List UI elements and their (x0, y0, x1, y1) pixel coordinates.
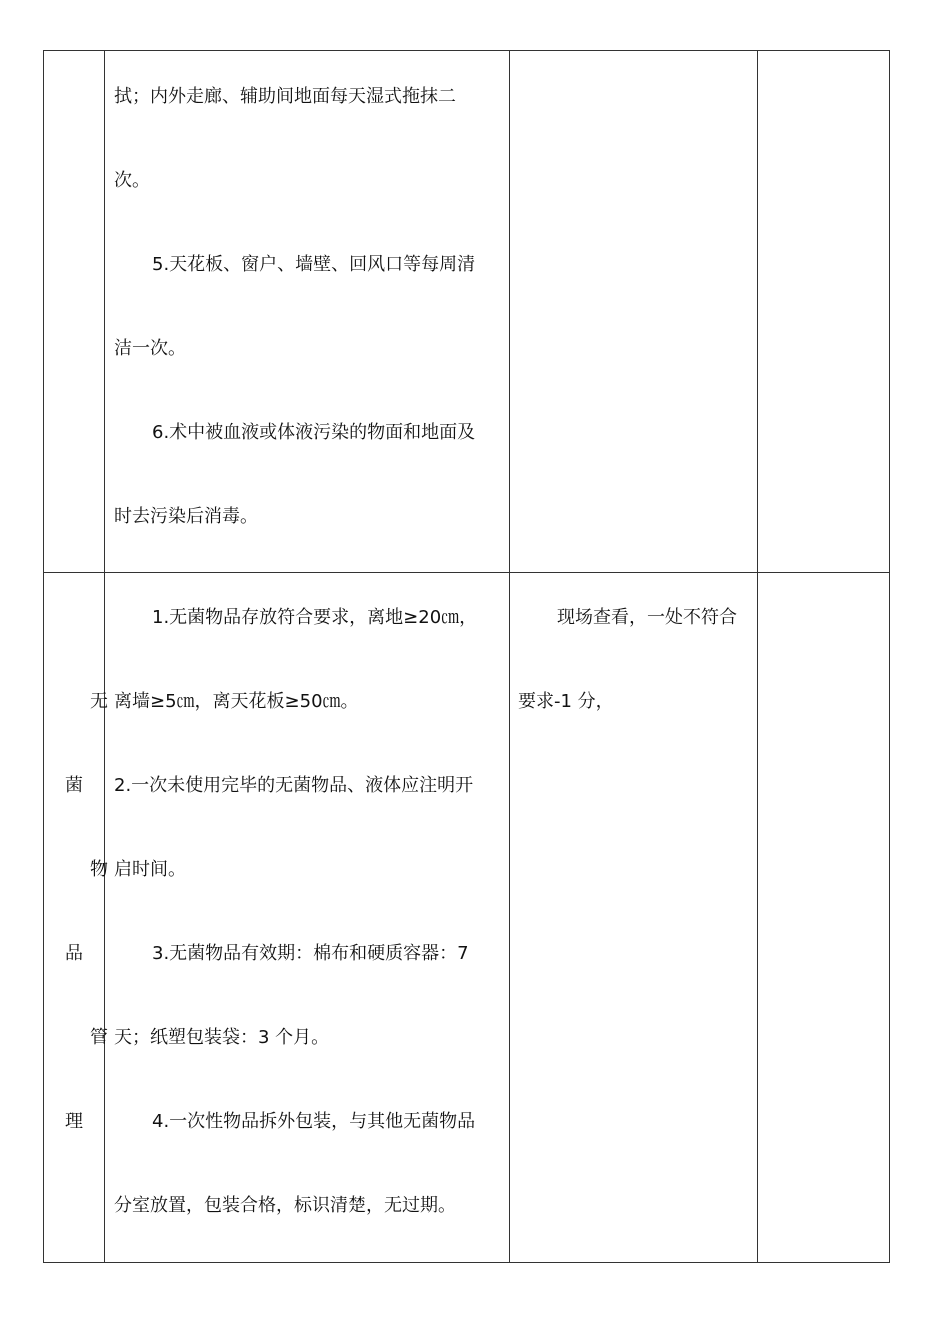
content-line: 时去污染后消毒。 (114, 506, 258, 527)
content-line: 拭；内外走廊、辅助间地面每天湿式拖抹二 (114, 86, 456, 107)
content-line: 次。 (114, 170, 150, 191)
category-char: 物 (90, 859, 108, 880)
row-divider (43, 572, 890, 573)
column-divider-content (509, 50, 510, 1263)
category-char: 管 (90, 1027, 108, 1048)
content-line: 洁一次。 (114, 338, 186, 359)
category-char: 品 (65, 943, 83, 964)
category-char: 菌 (65, 775, 83, 796)
table-right-border (889, 50, 890, 1263)
category-char: 无 (90, 691, 108, 712)
content-line: 启时间。 (114, 859, 186, 880)
content-line: 6.术中被血液或体液污染的物面和地面及 (152, 422, 476, 443)
content-line: 3.无菌物品有效期：棉布和硬质容器：7 (152, 943, 469, 964)
table-bottom-border (43, 1262, 890, 1263)
table-top-border (43, 50, 890, 51)
table-left-border (43, 50, 44, 1263)
column-divider-category (104, 50, 105, 1263)
content-line: 离墙≥5㎝，离天花板≥50㎝。 (114, 691, 359, 712)
content-line: 分室放置，包装合格，标识清楚，无过期。 (114, 1195, 456, 1216)
category-char: 理 (65, 1111, 83, 1132)
method-line: 现场查看，一处不符合 (557, 607, 737, 628)
content-line: 1.无菌物品存放符合要求，离地≥20㎝， (152, 607, 478, 628)
content-line: 5.天花板、窗户、墙壁、回风口等每周清 (152, 254, 476, 275)
method-line: 要求-1 分， (518, 691, 614, 712)
content-line: 天；纸塑包装袋：3 个月。 (114, 1027, 330, 1048)
content-line: 4.一次性物品拆外包装，与其他无菌物品 (152, 1111, 476, 1132)
content-line: 2.一次未使用完毕的无菌物品、液体应注明开 (114, 775, 474, 796)
column-divider-method (757, 50, 758, 1263)
